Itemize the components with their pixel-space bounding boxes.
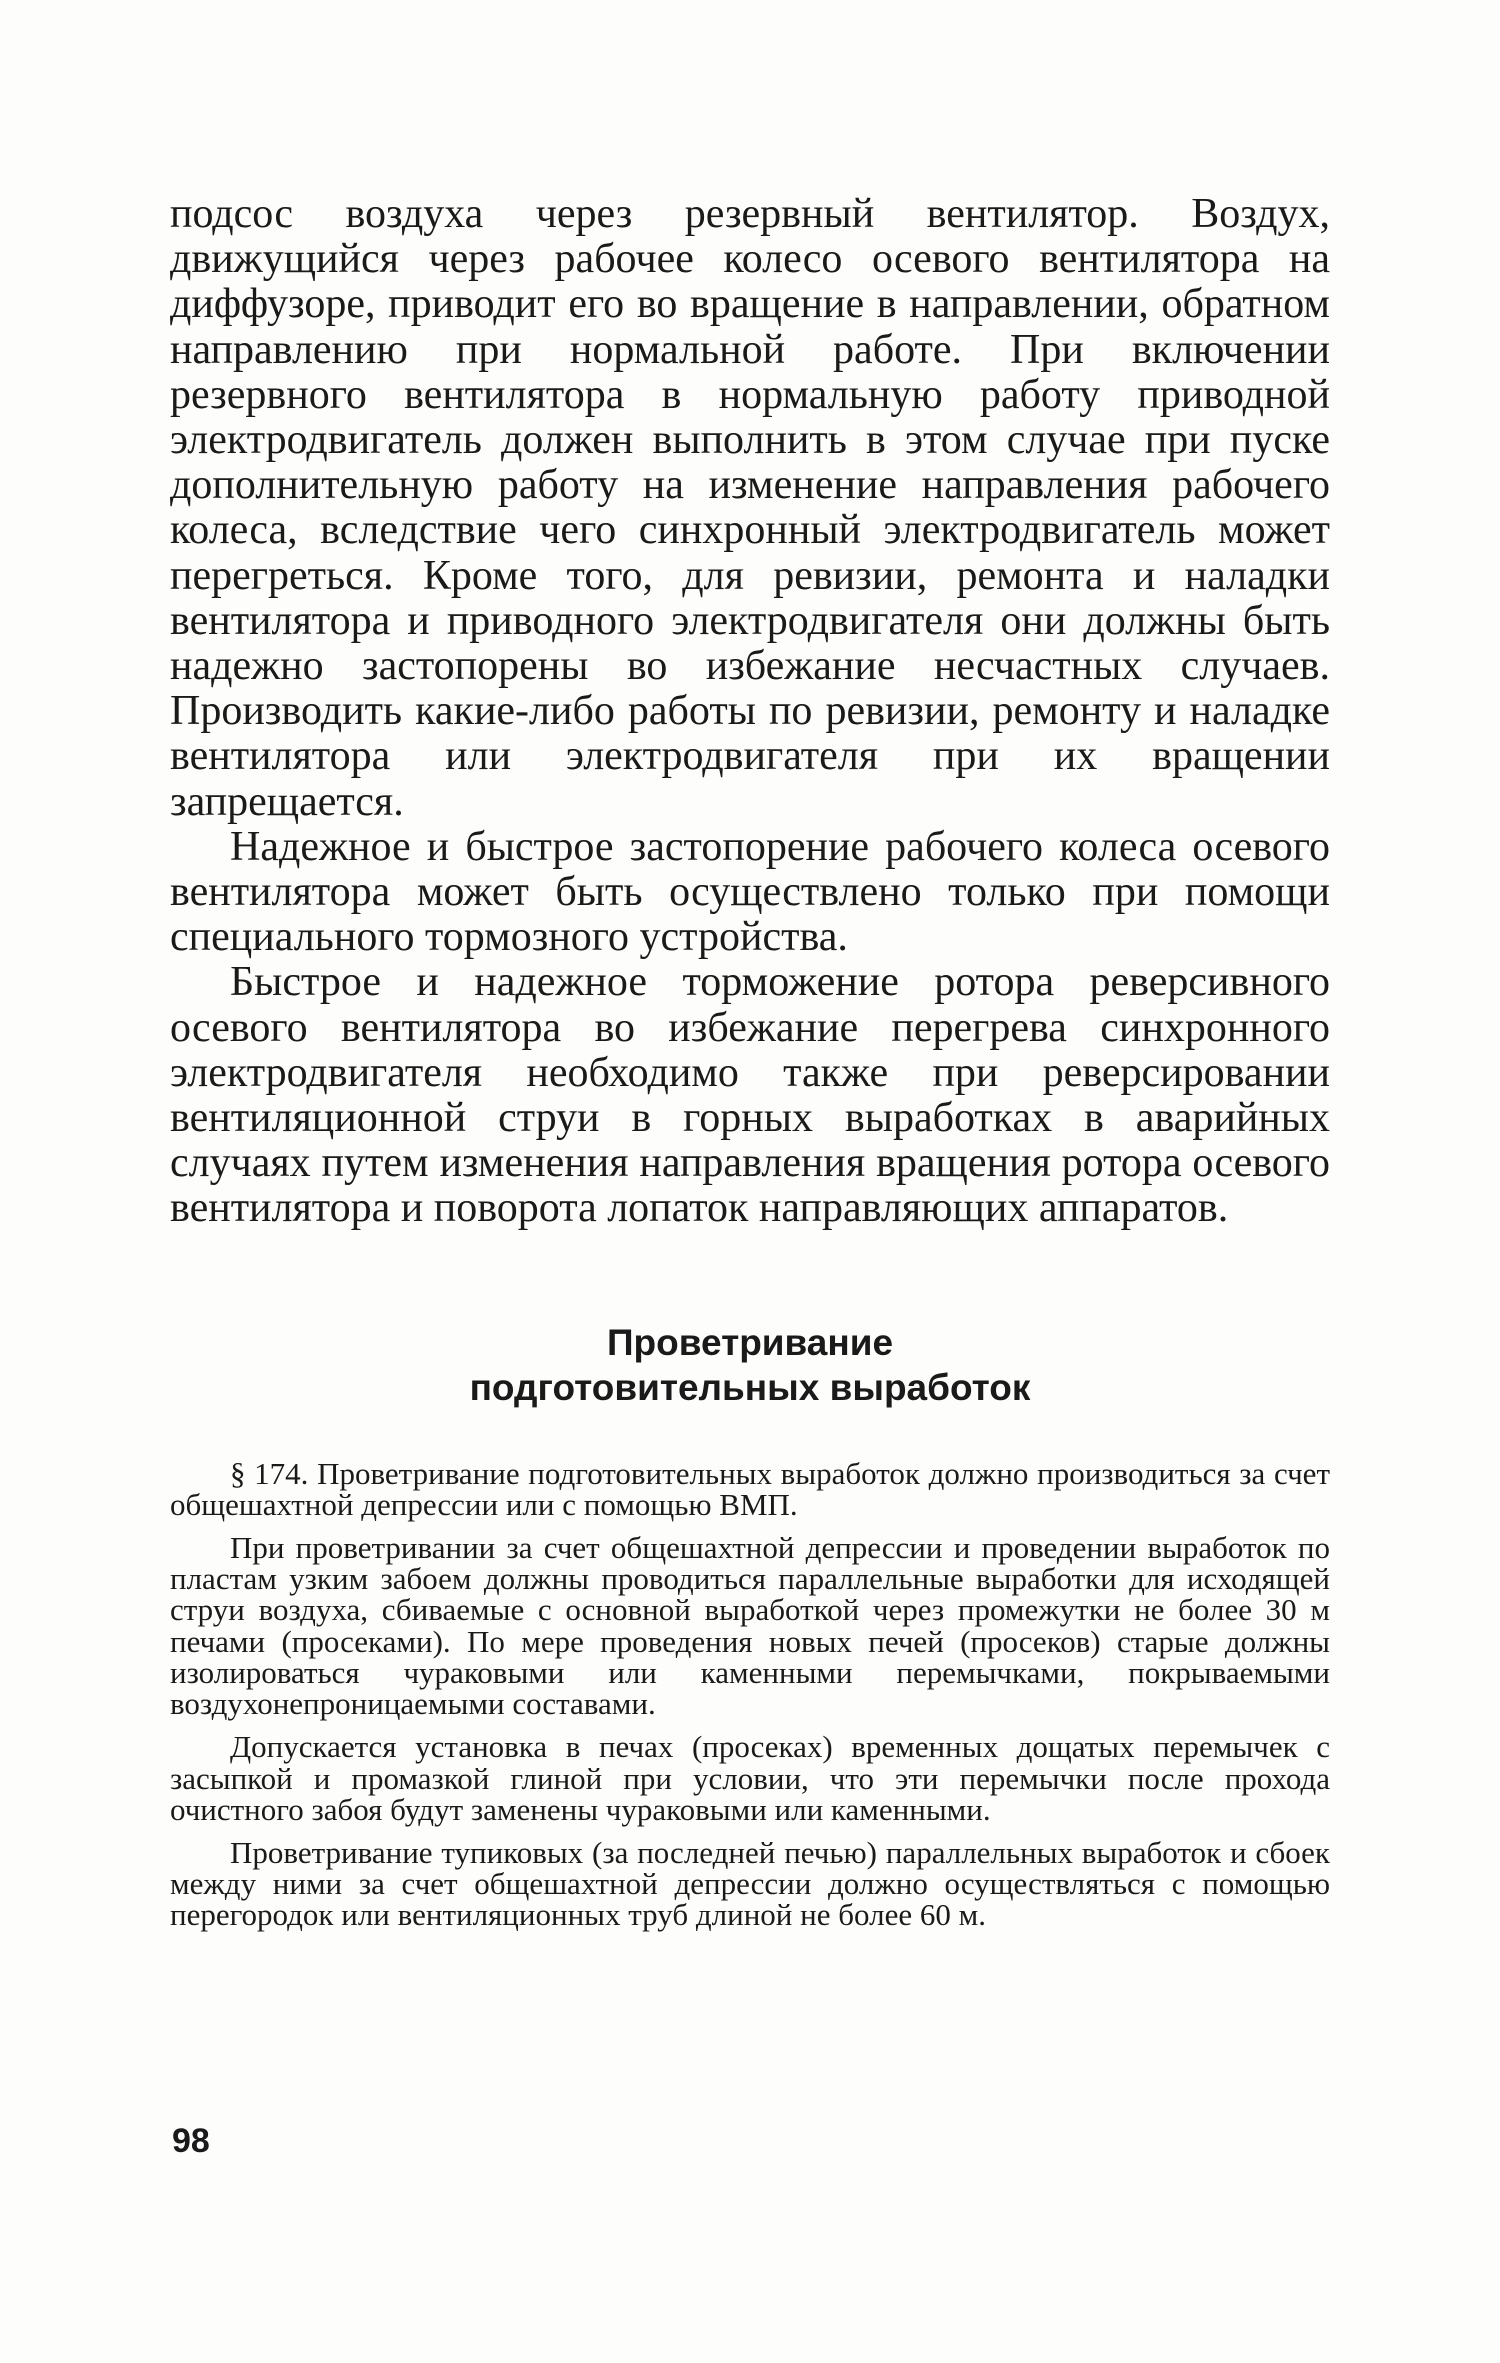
section-heading (170, 1320, 1330, 1410)
paragraph-rotor-braking: Быстрое и надежное торможение ротора реверсивного осевого вентилятора во избежание перегрева синхронного электродвигателя необходимо также при реверсировании вентиляционной струи в горных выработках в аварийных случаях путем изменения направления вращения ротора осевого вентилятора и поворота лопаток направляющих аппаратов. (170, 959, 1330, 1232)
paragraph-temporary-bulkheads: Допускается установка в печах (просеках) временных дощатых перемычек с засыпкой и промазкой глиной при условии, что эти перемычки после прохода очистного забоя будут заменены чураковыми или каменными. (170, 1729, 1330, 1827)
section-heading-line-1: Проветривание (606, 1321, 894, 1363)
paragraph-174: § 174. Проветривание подготовительных выработок должно производиться за счет общешахтной депрессии или с помощью ВМП. (170, 1455, 1330, 1522)
page-body (170, 192, 1330, 1943)
paragraph-general-depression: При проветривании за счет общешахтной депрессии и проведении выработок по пластам узким забоем должны проводиться параллельные выработки для исходящей струи воздуха, сбиваемые с основной выработкой через промежутки не более 30 м печами (просеками). По мере проведения новых печей (просеков) старые должны изолироваться чураковыми или каменными перемычками, покрываемыми воздухонепроницаемыми составами. (170, 1530, 1330, 1722)
paragraph-continued: подсос воздуха через резервный вентилятор. Воздух, движущийся через рабочее колесо осевого вентилятора на диффузоре, приводит его во вращение в направлении, обратном направлению при нормальной работе. При включении резервного вентилятора в нормальную работу приводной электродвигатель должен выполнить в этом случае при пуске дополнительную работу на изменение направления рабочего колеса, вследствие чего синхронный электродвигатель может перегреться. Кроме того, для ревизии, ремонта и наладки вентилятора и приводного электродвигателя они должны быть надежно застопорены во избежание несчастных случаев. Производить какие-либо работы по ревизии, ремонту и наладке вентилятора или электродвигателя при их вращении запрещается. (170, 191, 1330, 825)
page-number: 98 (172, 2122, 210, 2160)
paragraph-braking-device: Надежное и быстрое застопорение рабочего колеса осевого вентилятора может быть осуществлено только при помощи специального тормозного устройства. (170, 823, 1330, 961)
paragraph-dead-end-workings: Проветривание тупиковых (за последней печью) параллельных выработок и сбоек между ними за счет общешахтной депрессии должно осуществляться с помощью перегородок или вентиляционных труб длиной не более 60 м. (170, 1834, 1330, 1933)
section-heading-line-2: подготовительных выработок (469, 1366, 1031, 1408)
section-body (170, 1455, 1330, 1933)
